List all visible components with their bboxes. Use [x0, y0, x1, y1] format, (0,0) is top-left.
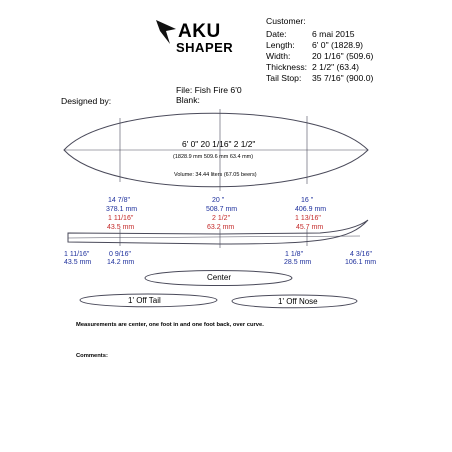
thickness-nose-in: 1 13/16": [295, 215, 321, 222]
section-off-nose-label: 1' Off Nose: [278, 297, 318, 306]
rocker-centerline: [68, 236, 360, 238]
thickness-center-in: 2 1/2": [212, 215, 231, 222]
measurements-note: Measurements are center, one foot in and one foot back, over curve.: [76, 322, 264, 328]
length-label: Length:: [266, 40, 295, 50]
rocker-tail-a-mm: 43.5 mm: [64, 259, 92, 266]
designed-by-label: Designed by:: [61, 96, 112, 106]
length-value: 6' 0" (1828.9): [312, 40, 364, 50]
outline-volume: Volume: 34.44 liters (67.05 beers): [174, 172, 257, 178]
rocker-nose-a-mm: 28.5 mm: [284, 259, 312, 266]
tailstop-label: Tail Stop:: [266, 73, 302, 83]
comments-label: Comments:: [76, 353, 108, 359]
width-center-mm: 508.7 mm: [206, 206, 238, 213]
thickness-tail-in: 1 11/16": [108, 215, 134, 222]
thickness-label: Thickness:: [266, 62, 308, 72]
width-label: Width:: [266, 51, 291, 61]
width-nose-mm: 406.9 mm: [295, 206, 327, 213]
customer-label: Customer:: [266, 16, 306, 26]
thickness-nose-mm: 45.7 mm: [296, 224, 324, 231]
file-name: File: Fish Fire 6'0: [176, 85, 242, 95]
section-off-tail-label: 1' Off Tail: [128, 296, 161, 305]
date-value: 6 mai 2015: [312, 29, 355, 39]
tailstop-value: 35 7/16" (900.0): [312, 73, 374, 83]
width-center-in: 20 ": [212, 197, 225, 204]
blank-label: Blank:: [176, 95, 200, 105]
rocker-nose-b-in: 4 3/16": [350, 251, 372, 258]
rocker-tail-a-in: 1 11/16": [64, 251, 90, 258]
thickness-tail-mm: 43.5 mm: [107, 224, 135, 231]
width-nose-in: 16 ": [301, 197, 314, 204]
thickness-center-mm: 63.2 mm: [207, 224, 235, 231]
date-label: Date:: [266, 29, 287, 39]
outline-dims-mm: (1828.9 mm 509.6 mm 63.4 mm): [173, 154, 254, 160]
logo-aku: AKU: [178, 21, 221, 42]
thickness-value: 2 1/2" (63.4): [312, 62, 360, 72]
section-center-label: Center: [207, 273, 232, 282]
rocker-tail-b-mm: 14.2 mm: [107, 259, 135, 266]
width-value: 20 1/16" (509.6): [312, 51, 374, 61]
rocker-nose-a-in: 1 1/8": [285, 251, 304, 258]
rocker-nose-b-mm: 106.1 mm: [345, 259, 377, 266]
rocker-tail-b-in: 0 9/16": [109, 251, 131, 258]
width-tail-in: 14 7/8": [108, 197, 130, 204]
outline-dims: 6' 0" 20 1/16" 2 1/2": [182, 139, 256, 149]
width-tail-mm: 378.1 mm: [106, 206, 138, 213]
logo-shaper: SHAPER: [176, 40, 234, 55]
bird-logo-icon: [156, 20, 176, 44]
